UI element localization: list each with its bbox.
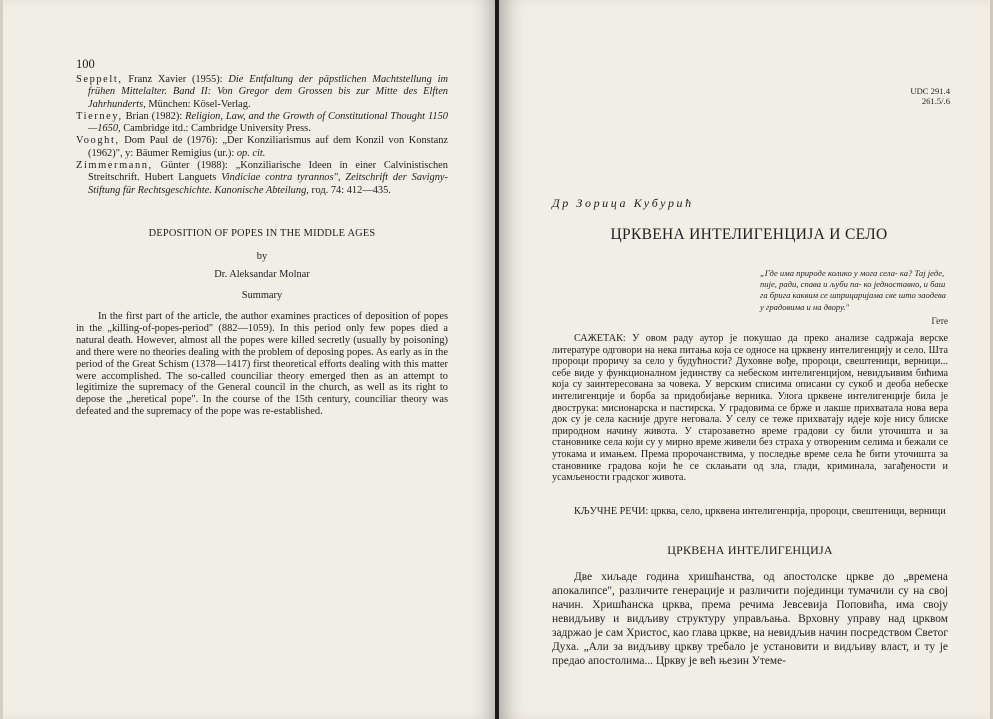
summary-author: Dr. Aleksandar Molnar <box>214 269 310 280</box>
entry-rest: München: Kösel-Verlag. <box>145 98 251 110</box>
summary-body: In the first part of the article, the author examines practices of deposition of popes in the „killing-of-popes-period" (882—1059). In this period only few popes died a natural death. However, almost all the popes were killed secretly (usually by poisoning) and there were no theories dealing with the problem of deposing popes. As early as in the period of the Great Schism (1378—1417) first theoretical efforts dealing with this matter were accomplished. The so-called counciliar theory emerged then as an attempt to legitimize the supremacy of the General council in the church, as well as its right to depose the „heretical pope". In the course of the 15th century, counciliar theory was defeated and the supremacy of the pope was re-established. <box>76 311 448 418</box>
entry-text: Dom Paul de (1976): „Der Konziliarismus auf dem Konzil von Konstanz (1962)", y: Bäumer Remigius (ur.): <box>88 135 448 159</box>
page-number: 100 <box>76 57 95 71</box>
article-title: ЦРКВЕНА ИНТЕЛИГЕНЦИЈА И СЕЛО <box>610 226 888 243</box>
section-heading: ЦРКВЕНА ИНТЕЛИГЕНЦИЈА <box>667 543 833 557</box>
bibliography-entry <box>76 111 448 136</box>
entry-text: Brian (1982): <box>122 110 186 122</box>
udc-line: 261.5/.6 <box>921 96 950 107</box>
page-edge <box>0 0 3 719</box>
keywords: КЉУЧНЕ РЕЧИ: црква, село, црквена интелигенција, пророци, свештеници, верници <box>574 506 946 517</box>
summary-heading: Summary <box>241 290 283 301</box>
entry-title: op. cit. <box>236 147 266 159</box>
entry-author: Tierney, <box>76 110 123 122</box>
abstract: САЖЕТАК: У овом раду аутор је покушао да преко анализе садржаја верске литературе одговори на нека питања која се односе на црквену интелигенцију и село. Шта пророци проричу за село у будућности? Духовне вође, пророци, свештеници, верници... себе виде у функционалном јединству са небеском интелигенцијом, невидљивим бићима која су заинтересована за човека. У верским списима описани су сукоб и деоба небеске интелигенције и борба за придобијање верника. Улога црквене интелигенције била је двострука: мисионарска и пастирска. У градовима се брже и лакше прихватала нова вера док су је села касније друге неговала. У селу се теже прихватају идеје које нису блиске природном начину живота. У старозаветно време градови су били уточишта и за становнике села који су у мирно време живели без страха у отвореним селима и бежали се утокама и имањем. Према пророчанствима, у последње време села ће бити уточишта за становнике градова који ће се склањати од зла, глади, криминала, загађености и усамљености градског живота. <box>552 333 948 484</box>
bibliography <box>76 74 448 197</box>
entry-rest: год. 74: 412—435. <box>308 184 391 196</box>
entry-author: Vooght, <box>76 135 120 147</box>
entry-title: Religion, Law, and the Growth of Constitutional Thought 1150—1650, <box>88 110 449 135</box>
udc-code <box>902 86 950 107</box>
entry-text: Franz Xavier (1955): <box>122 74 229 85</box>
entry-text: Günter (1988): „Konziliarische Ideen in einer Calvinistischen Streitschrift. Hubert Languets <box>88 160 448 184</box>
entry-author: Seppelt, <box>76 74 123 85</box>
bibliography-entry <box>76 74 448 111</box>
entry-rest: Cambridge itd.: Cambridge University Press. <box>120 123 311 135</box>
body-text: Две хиљаде година хришћанства, од апостолске цркве до „времена апокалипсе", различите генерације и различити појединци тумачили су на свој начин. Хришћанска црква, према речима Јевсевија Поповића, има своју невидљиву и видљиву структуру управљања. Врховну управу над црквом задржао је сам Христос, као глава цркве, на невидљив начин посредством Светог Духа. „Али за видљиву цркву требало је установити и видљиву власт, и ту је предао апостолима... Цркву је већ њезин Утеме- <box>552 571 948 667</box>
epigraph-author: Гете <box>931 316 948 326</box>
bibliography-entry <box>76 135 448 160</box>
summary-by: by <box>256 251 268 262</box>
article-author: Др Зорица Кубурић <box>552 196 694 210</box>
summary-title: DEPOSITION OF POPES IN THE MIDDLE AGES <box>148 228 376 239</box>
epigraph: „Где има природе колико у мога села- ка? Тај једе, пије, ради, спава и љуби па- ко једноставно, и баш га брига каквим се шприцаријама све што заодева у градовима и на двору." <box>760 268 946 312</box>
entry-title: Die Entfaltung der päpstlichen Machtstellung im frühen Mittelalter. Band II: Von Gregor dem Grossen bis zur Mitte des Elften Jahrhunderts, <box>88 74 448 110</box>
udc-line: UDC 291.4 <box>910 86 950 96</box>
entry-title: Vindiciae contra tyrannos", Zeitschrift der Savigny-Stiftung für Rechtsgeschichte. Kanonische Abteilung, <box>88 172 448 196</box>
bibliography-entry <box>76 160 448 197</box>
entry-author: Zimmermann, <box>76 160 153 172</box>
